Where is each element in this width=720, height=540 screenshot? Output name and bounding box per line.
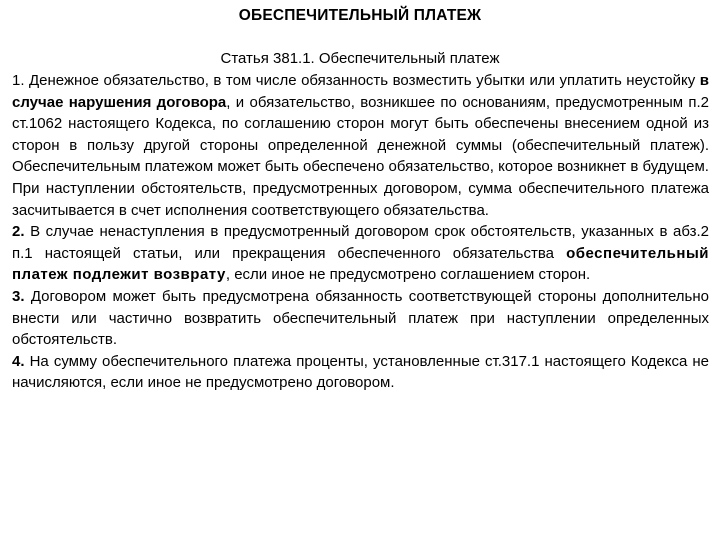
paragraph-4 [12, 286, 709, 351]
paragraph-5-number: 4. [12, 352, 25, 370]
paragraph-4-text: Договором может быть предусмотрена обязанность соответствующей стороны дополнительно внести или частично возвратить обеспечительный платеж при наступлении определенных обстоятельств. [12, 287, 709, 349]
paragraph-1 [12, 70, 709, 178]
paragraph-3-bold-phrase: обеспечительный платеж подлежит возврату [12, 244, 709, 284]
page-title: ОБЕСПЕЧИТЕЛЬНЫЙ ПЛАТЕЖ [238, 7, 482, 24]
paragraph-5-text: На сумму обеспечительного платежа проценты, установленные ст.317.1 настоящего Кодекса не начисляются, если иное не предусмотрено договором. [12, 352, 709, 392]
paragraph-3-text-end: , если иное не предусмотрено соглашением сторон. [225, 266, 591, 284]
paragraph-4-number: 3. [12, 287, 25, 305]
paragraph-1-bold-phrase: в случае нарушения договора [12, 72, 709, 111]
paragraph-1-text-end: , и обязательство, возникшее по основаниям, предусмотренным п.2 ст.1062 настоящего Кодекса, по соглашению сторон могут быть обеспечены внесением одной из сторон в пользу другой стороны определенной денежной суммы (обеспечительный платеж). Обеспечительным платежом может быть обеспечено обязательство, которое возникнет в будущем. [12, 93, 710, 176]
article-heading: Статья 381.1. Обеспечительный платеж [220, 50, 500, 67]
article-body [12, 70, 709, 394]
paragraph-3 [12, 221, 709, 286]
paragraph-2: При наступлении обстоятельств, предусмотренных договором, сумма обеспечительного платежа засчитывается в счет исполнения соответствующего обязательства. [12, 179, 709, 219]
paragraph-1-text-start: 1. Денежное обязательство, в том числе обязанность возместить убытки или уплатить неустойку [12, 72, 700, 89]
paragraph-5 [12, 351, 709, 394]
paragraph-3-number: 2. [12, 223, 25, 241]
paragraph-3-text-start: В случае ненаступления в предусмотренный договором срок обстоятельств, указанных в абз.2 п.1 настоящей статьи, или прекращения обеспеченного обязательства [12, 223, 709, 262]
